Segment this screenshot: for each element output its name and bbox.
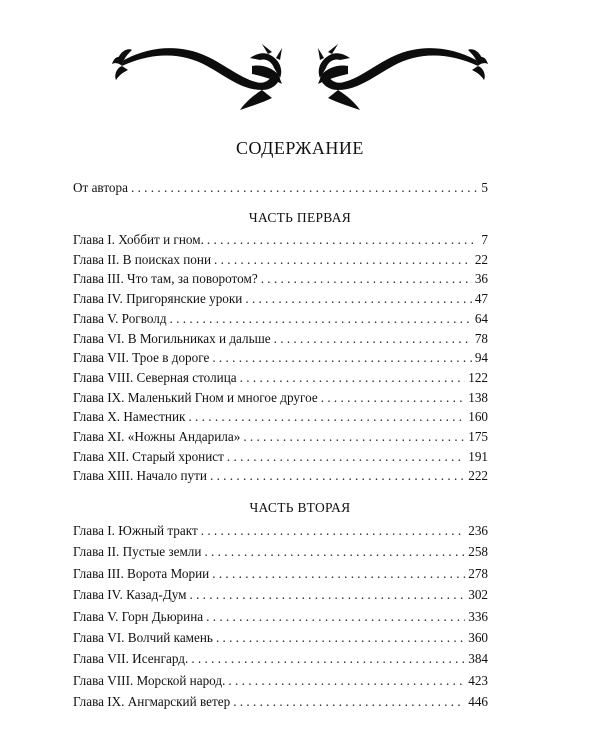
toc-entry: [73, 289, 488, 309]
toc-entry: [73, 230, 488, 250]
toc-entry-page: 336: [468, 608, 488, 624]
toc-entry-label: Глава IX. Ангмарский ветер: [73, 694, 231, 710]
toc-entry-label: Глава II. Пустые земли: [73, 544, 202, 560]
left-dragon-icon: [112, 44, 282, 110]
toc-leader-dots: [204, 542, 465, 562]
toc-entry-page: 47: [474, 291, 488, 307]
toc-entry: [73, 521, 488, 541]
toc-entry: [73, 585, 488, 605]
part-one-heading: ЧАСТЬ ПЕРВАЯ: [248, 210, 352, 225]
toc-entry: [73, 466, 488, 486]
toc-entry-page: 122: [468, 369, 488, 385]
toc-entry-label: Глава II. В поисках пони: [73, 251, 212, 267]
toc-entry-page: 423: [468, 672, 488, 688]
toc-entry-page: 236: [468, 523, 488, 538]
toc-entry-label: От автора: [73, 180, 128, 195]
toc-entry-label: Глава I. Хоббит и гном.: [73, 232, 204, 247]
toc-entry-label: Глава VIII. Морской народ.: [73, 672, 226, 688]
toc-leader-dots: [216, 628, 465, 648]
toc-leader-dots: [207, 230, 479, 250]
page-title: СОДЕРЖАНИЕ: [236, 138, 364, 158]
toc-entry: [73, 628, 488, 648]
toc-entry-label: Глава VI. В Могильниках и дальше: [73, 330, 271, 346]
dragons-ornament-icon: [112, 44, 488, 112]
toc-entry-label: Глава III. Что там, за поворотом?: [73, 271, 258, 287]
toc-entry-label: Глава XIII. Начало пути: [73, 468, 207, 484]
toc-leader-dots: [321, 388, 466, 408]
toc-leader-dots: [201, 521, 465, 541]
toc-leader-dots: [191, 649, 465, 669]
toc-entry-page: 22: [474, 251, 488, 267]
toc-leader-dots: [210, 466, 465, 486]
toc-entry-label: Глава I. Южный тракт: [73, 523, 198, 538]
toc-entry: [73, 692, 488, 712]
toc-leader-dots: [243, 427, 465, 447]
toc-entry-page: 94: [474, 350, 488, 366]
toc-leader-dots: [214, 250, 472, 270]
toc-leader-dots: [240, 368, 466, 388]
toc-entry-page: 278: [468, 565, 488, 581]
toc-entry-label: Глава X. Наместник: [73, 409, 186, 425]
toc-entry: [73, 250, 488, 270]
toc-entry-label: Глава V. Рогволд: [73, 310, 167, 326]
toc-entry-page: 258: [468, 544, 488, 560]
toc-entry: [73, 607, 488, 627]
toc-leader-dots: [233, 692, 465, 712]
toc-entry: [73, 309, 488, 329]
toc-leader-dots: [274, 329, 472, 349]
toc-entry-page: 7: [481, 232, 488, 247]
toc-entry-page: 138: [468, 389, 488, 405]
toc-leader-dots: [212, 564, 465, 584]
toc-entry: [73, 542, 488, 562]
toc-entry-page: 5: [481, 180, 488, 195]
toc-entry-label: Глава XI. «Ножны Андарила»: [73, 429, 241, 444]
toc-entry-label: Глава IV. Казад-Дум: [73, 587, 187, 603]
toc-leader-dots: [131, 178, 478, 198]
toc-leader-dots: [245, 289, 471, 309]
toc-entry-page: 78: [474, 330, 488, 346]
toc-entry: [73, 329, 488, 349]
toc-entry: [73, 348, 488, 368]
toc-leader-dots: [188, 407, 465, 427]
part-two-heading: ЧАСТЬ ВТОРАЯ: [249, 500, 351, 515]
toc-entry-page: 384: [468, 651, 488, 667]
toc-entry-label: Глава IX. Маленький Гном и многое другое: [73, 389, 318, 405]
toc-leader-dots: [261, 269, 472, 289]
toc-entry-page: 64: [474, 310, 488, 326]
toc-entry-label: Глава III. Ворота Мории: [73, 565, 210, 581]
toc-entry-label: Глава VI. Волчий камень: [73, 630, 213, 645]
toc-entry: [73, 368, 488, 388]
toc-entry: [73, 427, 488, 447]
toc-entry-page: 222: [468, 468, 488, 484]
toc-entry-page: 446: [468, 694, 488, 710]
toc-entry-page: 302: [468, 587, 488, 603]
toc-entry-page: 360: [468, 630, 488, 645]
toc-entry-label: Глава IV. Пригорянские уроки: [73, 291, 243, 307]
toc-leader-dots: [228, 671, 465, 691]
toc-entry-label: Глава VIII. Северная столица: [73, 369, 237, 385]
toc-leader-dots: [212, 348, 471, 368]
toc-entry: [73, 407, 488, 427]
toc-entry-label: Глава VII. Трое в дороге: [73, 350, 210, 366]
right-dragon-icon: [318, 44, 488, 110]
toc-entry: [73, 388, 488, 408]
toc-entry: [73, 564, 488, 584]
toc-leader-dots: [206, 607, 465, 627]
toc-entry-label: Глава V. Горн Дьюрина: [73, 608, 204, 624]
toc-entry: [73, 269, 488, 289]
toc-entry-label: Глава VII. Исенгард.: [73, 651, 189, 667]
toc-entry: [73, 447, 488, 467]
toc-leader-dots: [189, 585, 465, 605]
toc-leader-dots: [170, 309, 472, 329]
toc-entry: [73, 178, 488, 198]
toc-entry-page: 175: [468, 429, 488, 444]
toc-leader-dots: [227, 447, 465, 467]
toc-entry-page: 160: [468, 409, 488, 425]
toc-entry-label: Глава XII. Старый хронист: [73, 448, 224, 464]
toc-entry-page: 36: [474, 271, 488, 287]
toc-entry-page: 191: [468, 448, 488, 464]
toc-entry: [73, 671, 488, 691]
toc-entry: [73, 649, 488, 669]
